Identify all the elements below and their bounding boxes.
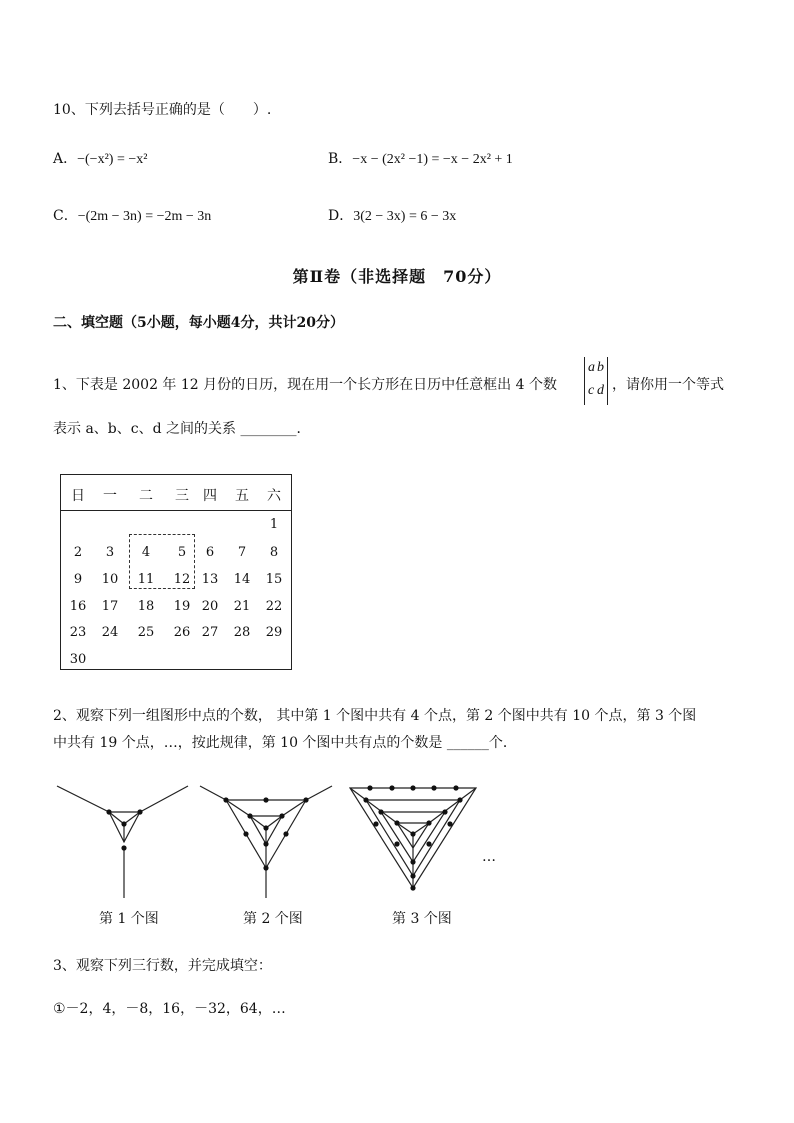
- matrix-b: b: [597, 360, 604, 375]
- calendar-day: 27: [201, 625, 219, 640]
- option-label: A．: [53, 151, 78, 167]
- calendar-day: 13: [201, 572, 219, 587]
- calendar: [60, 474, 292, 670]
- calendar-day: 30: [69, 652, 87, 667]
- calendar-day: 28: [233, 625, 251, 640]
- caption-figure-1: 第 1 个图: [99, 911, 159, 927]
- q1-line1: 1、下表是 2002 年 12 月份的日历，现在用一个长方形在日历中任意框出 4 个数: [53, 377, 557, 393]
- calendar-day: 8: [269, 545, 279, 560]
- option-expression: −(2m − 3n) = −2m − 3n: [77, 209, 212, 224]
- calendar-day: 17: [101, 599, 119, 614]
- dot-pattern-figures: [0, 778, 794, 918]
- matrix-d: d: [597, 383, 604, 398]
- calendar-weekday-header: 四: [203, 488, 217, 504]
- q10-option-a[interactable]: [53, 150, 147, 169]
- calendar-day: 12: [173, 572, 191, 587]
- calendar-day: 4: [141, 545, 151, 560]
- q1-line2: 表示 a、b、c、d 之间的关系 ________．: [53, 421, 311, 437]
- calendar-day: 19: [173, 599, 191, 614]
- q3-stem: 3、观察下列三行数，并完成填空：: [53, 958, 272, 974]
- calendar-day: 5: [177, 545, 187, 560]
- option-label: B．: [328, 151, 353, 167]
- calendar-day: 6: [205, 545, 215, 560]
- q1-matrix-box: [584, 357, 608, 405]
- calendar-day: 15: [265, 572, 283, 587]
- calendar-header: [61, 475, 291, 511]
- option-label: D．: [328, 208, 354, 224]
- calendar-day: 22: [265, 599, 283, 614]
- calendar-day: 10: [101, 572, 119, 587]
- caption-figure-3: 第 3 个图: [392, 911, 452, 927]
- calendar-day: 25: [137, 625, 155, 640]
- calendar-day: 18: [137, 599, 155, 614]
- calendar-day: 7: [237, 545, 247, 560]
- calendar-day: 21: [233, 599, 251, 614]
- q2-line2: 中共有 19 个点，…，按此规律，第 10 个图中共有点的个数是 ______个．: [53, 735, 517, 751]
- option-label: C．: [53, 208, 78, 224]
- calendar-weekday-header: 六: [267, 488, 281, 504]
- q1-line1-tail: ，请你用一个等式: [612, 377, 724, 393]
- q10-option-b[interactable]: [328, 150, 513, 169]
- q10-option-c[interactable]: [53, 207, 211, 226]
- calendar-day: 26: [173, 625, 191, 640]
- calendar-weekday-header: 五: [235, 488, 249, 504]
- q3-row1: ①－2，4，－8，16，－32，64，…: [53, 1001, 286, 1017]
- calendar-day: 9: [73, 572, 83, 587]
- calendar-day: 16: [69, 599, 87, 614]
- caption-figure-2: 第 2 个图: [243, 911, 303, 927]
- option-expression: 3(2 − 3x) = 6 − 3x: [353, 209, 457, 224]
- calendar-day: 23: [69, 625, 87, 640]
- calendar-day: 24: [101, 625, 119, 640]
- calendar-day: 1: [269, 517, 279, 532]
- figures-ellipsis: …: [482, 849, 496, 865]
- calendar-day: 3: [105, 545, 115, 560]
- section-title: 第Ⅱ卷（非选择题 70分）: [292, 267, 502, 286]
- calendar-day: 14: [233, 572, 251, 587]
- calendar-selection-box: [129, 534, 195, 589]
- calendar-weekday-header: 一: [103, 488, 117, 504]
- calendar-weekday-header: 日: [71, 488, 85, 504]
- q2-line1: 2、观察下列一组图形中点的个数， 其中第 1 个图中共有 4 个点，第 2 个图中共有 10 个点，第 3 个图: [53, 708, 697, 724]
- calendar-day: 11: [137, 572, 155, 587]
- calendar-weekday-header: 二: [139, 488, 153, 504]
- option-expression: −x − (2x² −1) = −x − 2x² + 1: [352, 152, 513, 167]
- part-title: 二、填空题（5小题，每小题4分，共计20分）: [53, 315, 344, 331]
- option-expression: −(−x²) = −x²: [77, 152, 148, 167]
- calendar-day: 20: [201, 599, 219, 614]
- figure-3: [350, 788, 476, 888]
- matrix-a: a: [588, 360, 595, 375]
- calendar-day: 2: [73, 545, 83, 560]
- calendar-day: 29: [265, 625, 283, 640]
- calendar-weekday-header: 三: [175, 488, 189, 504]
- matrix-c: c: [588, 383, 595, 398]
- q10-option-d[interactable]: [328, 207, 456, 226]
- figure-1: [57, 786, 188, 898]
- q10-stem: 10、下列去括号正确的是（ ）.: [53, 102, 272, 118]
